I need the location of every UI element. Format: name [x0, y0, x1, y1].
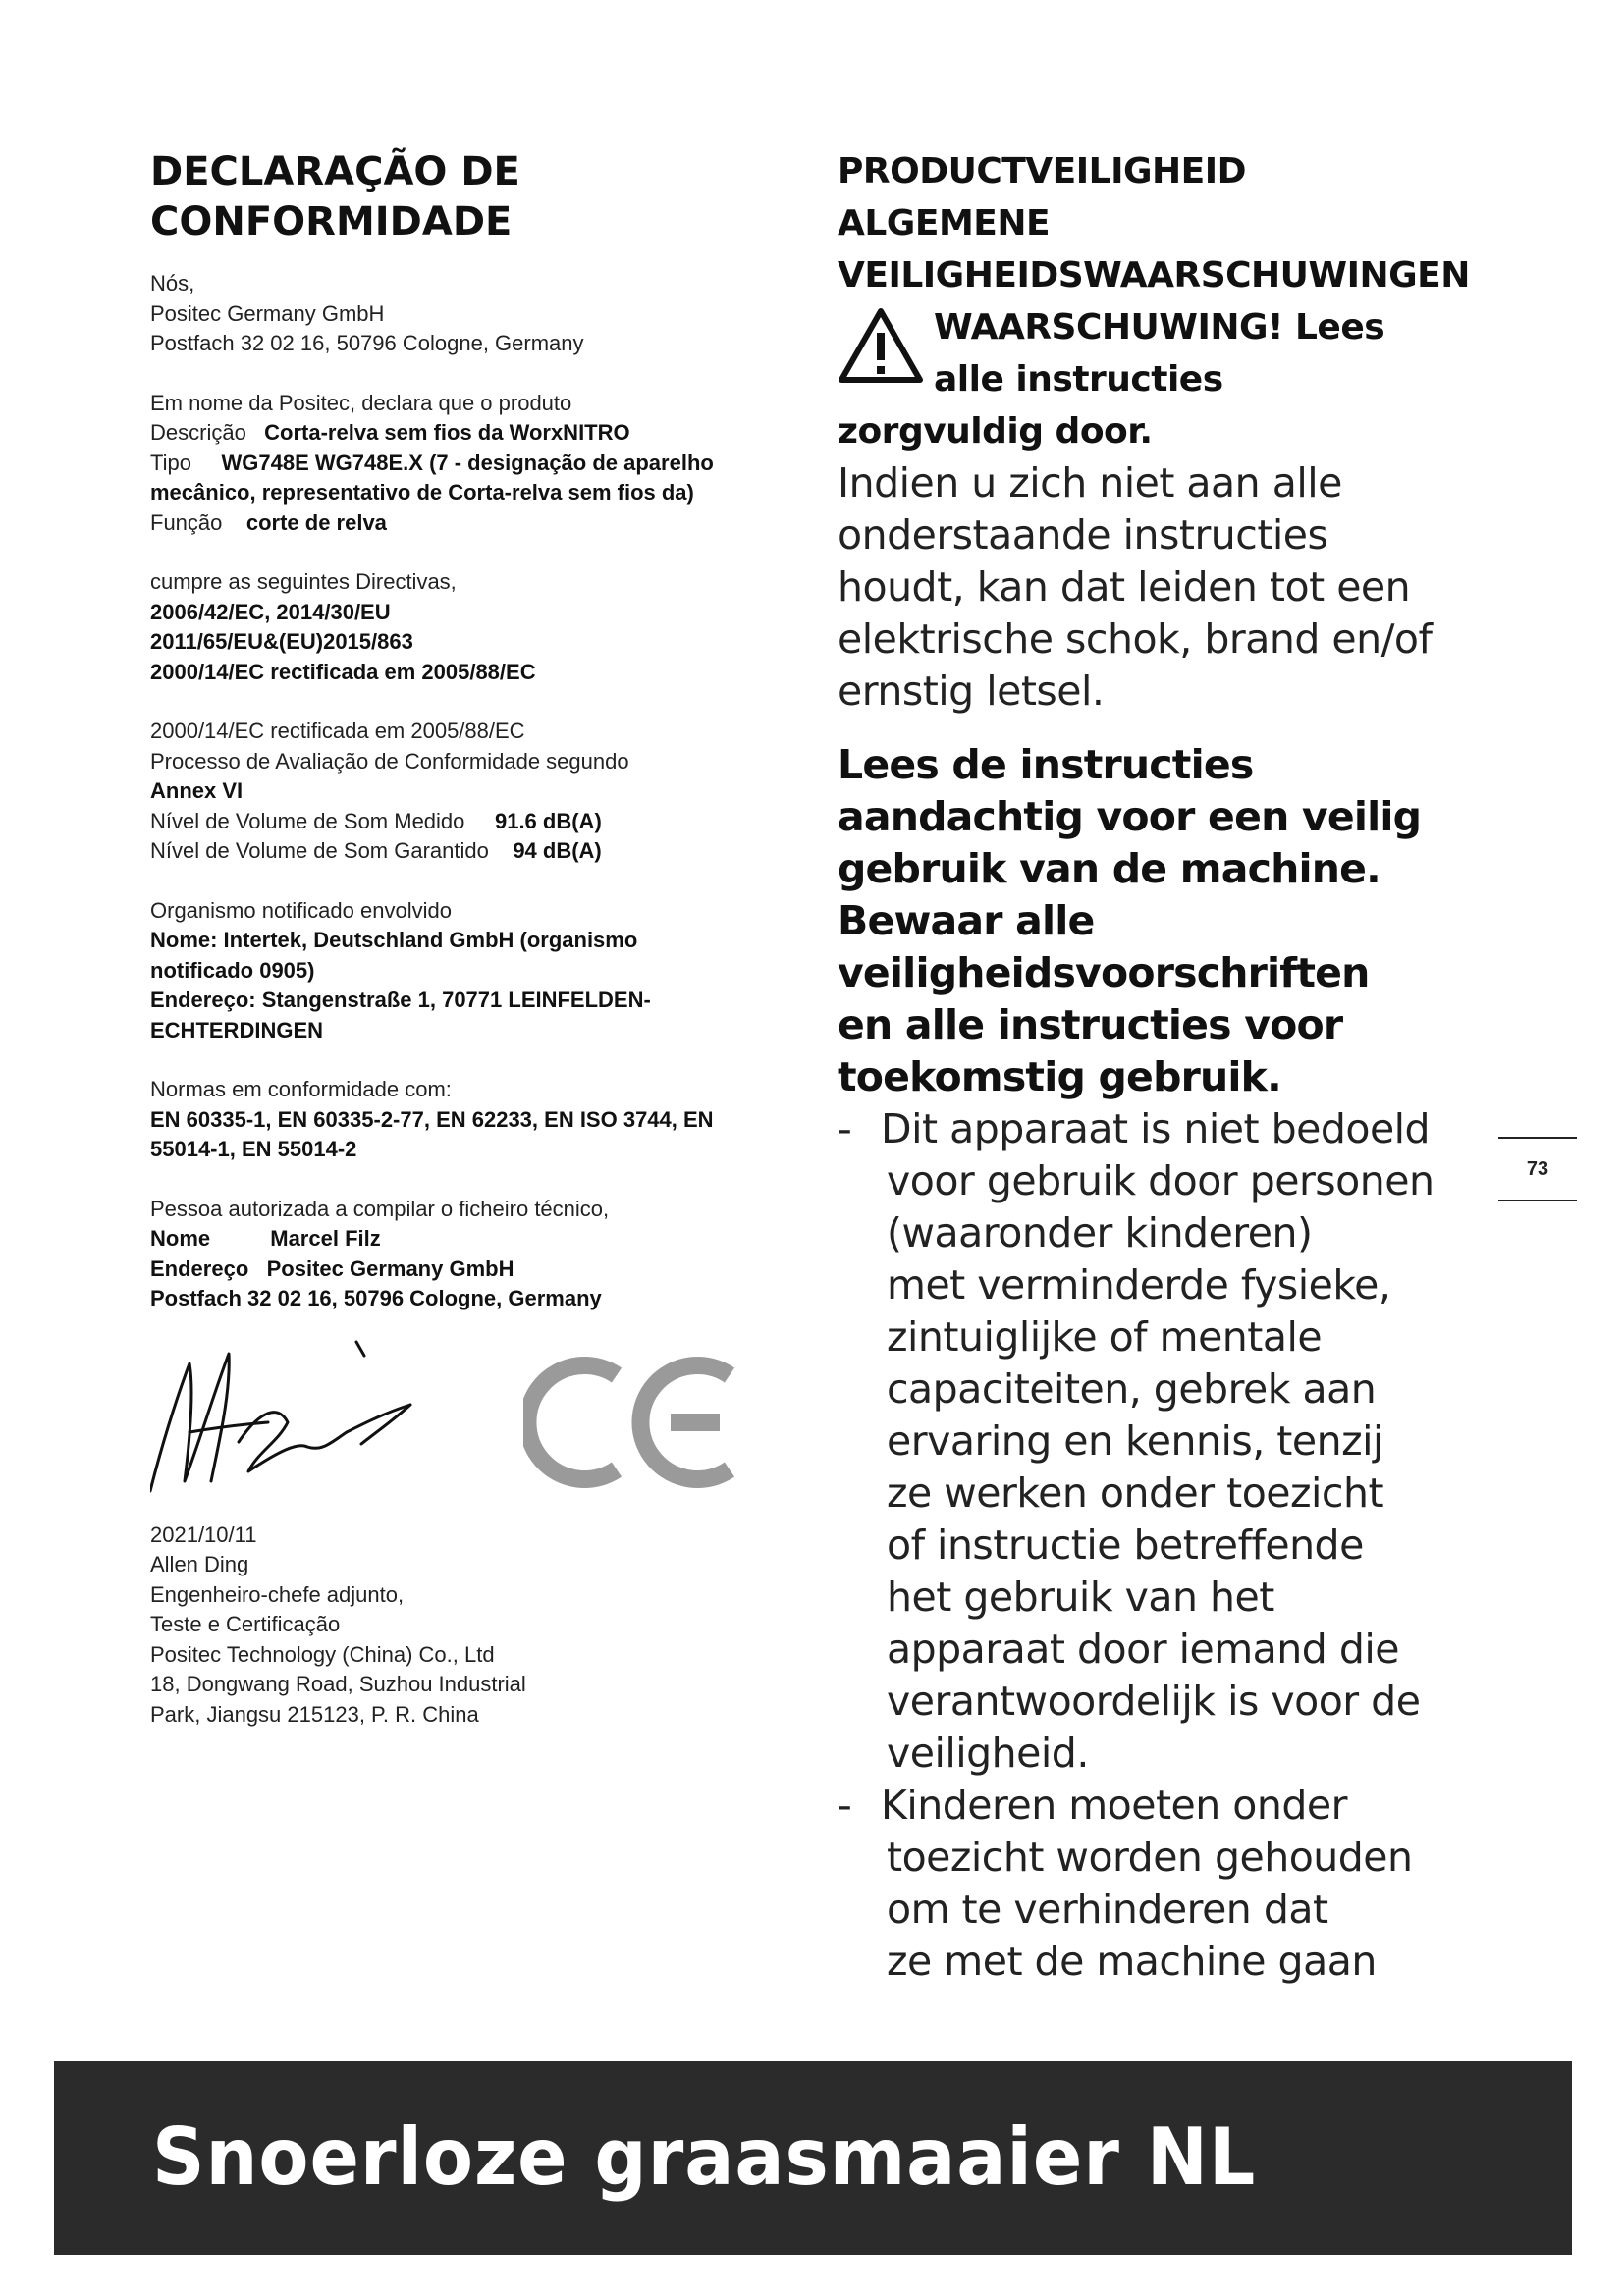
signature-area	[150, 1334, 818, 1521]
footer-banner	[54, 2061, 1572, 2255]
footer-title: Snoerloze graasmaaier NL	[152, 2111, 1257, 2203]
page-number: 73	[1526, 1158, 1549, 1180]
page-number-rule-bottom	[1498, 1200, 1577, 1201]
product-block: Em nome da Positec, declara que o produto Descrição Corta-relva sem fios da WorxNITRO Tipo WG748E WG748E.X (7 - designação de aparelho mecânico, representativo de Corta-relva sem fios da) Função corte de relva	[150, 390, 714, 535]
safety-heading-3: VEILIGHEIDSWAARSCHUWINGEN	[838, 255, 1470, 295]
signature-image	[150, 1334, 474, 1501]
list-item: - Dit apparaat is niet bedoeld voor gebruik door personen (waaronder kinderen) met verminderde fysieke, zintuiglijke of mentale capaciteiten, gebrek aan ervaring en kennis, tenzij ze werken onder toezicht of instructie betreffende het gebruik van het apparaat door iemand die verantwoordelijk is voor de veiligheid.	[838, 1105, 1435, 1777]
ce-mark	[523, 1354, 739, 1491]
warning-triangle-icon	[838, 305, 924, 386]
safety-column	[838, 145, 1505, 1988]
declaration-title: DECLARAÇÃO DE CONFORMIDADE	[150, 149, 520, 244]
intro-paragraph: Indien u zich niet aan alle onderstaande instructies houdt, kan dat leiden tot een elektrische schok, brand en/of ernstig letsel.	[838, 459, 1433, 715]
warning-continued: zorgvuldig door.	[838, 411, 1153, 452]
notified-body-block: Organismo notificado envolvido Nome: Intertek, Deutschland GmbH (organismo notificado 0905) Endereço: Stangenstraße 1, 70771 LEINFELDEN- ECHTERDINGEN	[150, 897, 651, 1042]
read-instructions-paragraph: Lees de instructies aandachtig voor een veilig gebruik van de machine. Bewaar alle veiligheidsvoorschriften en alle instructies voor toekomstig gebruik.	[838, 741, 1422, 1100]
list-item: - Kinderen moeten onder toezicht worden gehouden om te verhinderen dat ze met de machine gaan	[838, 1782, 1413, 1985]
assessment-block: 2000/14/EC rectificada em 2005/88/EC Processo de Avaliação de Conformidade segundo Annex VI Nível de Volume de Som Medido 91.6 dB(A) Nível de Volume de Som Garantido 94 dB(A)	[150, 719, 629, 863]
warning-block: WAARSCHUWING! Lees alle instructies	[838, 301, 1505, 405]
standards-block: Normas em conformidade com: EN 60335-1, EN 60335-2-77, EN 62233, EN ISO 3744, EN 55014-1, EN 55014-2	[150, 1077, 714, 1161]
safety-heading-1: PRODUCTVEILIGHEID	[838, 151, 1247, 191]
safety-heading-2: ALGEMENE	[838, 203, 1051, 243]
manufacturer-block: Nós, Positec Germany GmbH Postfach 32 02 16, 50796 Cologne, Germany	[150, 271, 584, 355]
signatory-block: 2021/10/11 Allen Ding Engenheiro-chefe adjunto, Teste e Certificação Positec Technology (China) Co., Ltd 18, Dongwang Road, Suzhou Industrial Park, Jiangsu 215123, P. R. China	[150, 1522, 526, 1727]
directives-block: cumpre as seguintes Directivas, 2006/42/EC, 2014/30/EU 2011/65/EU&(EU)2015/863 2000/14/EC rectificada em 2005/88/EC	[150, 569, 536, 684]
page-number-rule-top	[1498, 1137, 1577, 1139]
declaration-column	[150, 147, 818, 1730]
authorized-person-block: Pessoa autorizada a compilar o ficheiro técnico, Nome Marcel Filz Endereço Positec Germany GmbH Postfach 32 02 16, 50796 Cologne, Germany	[150, 1196, 610, 1310]
